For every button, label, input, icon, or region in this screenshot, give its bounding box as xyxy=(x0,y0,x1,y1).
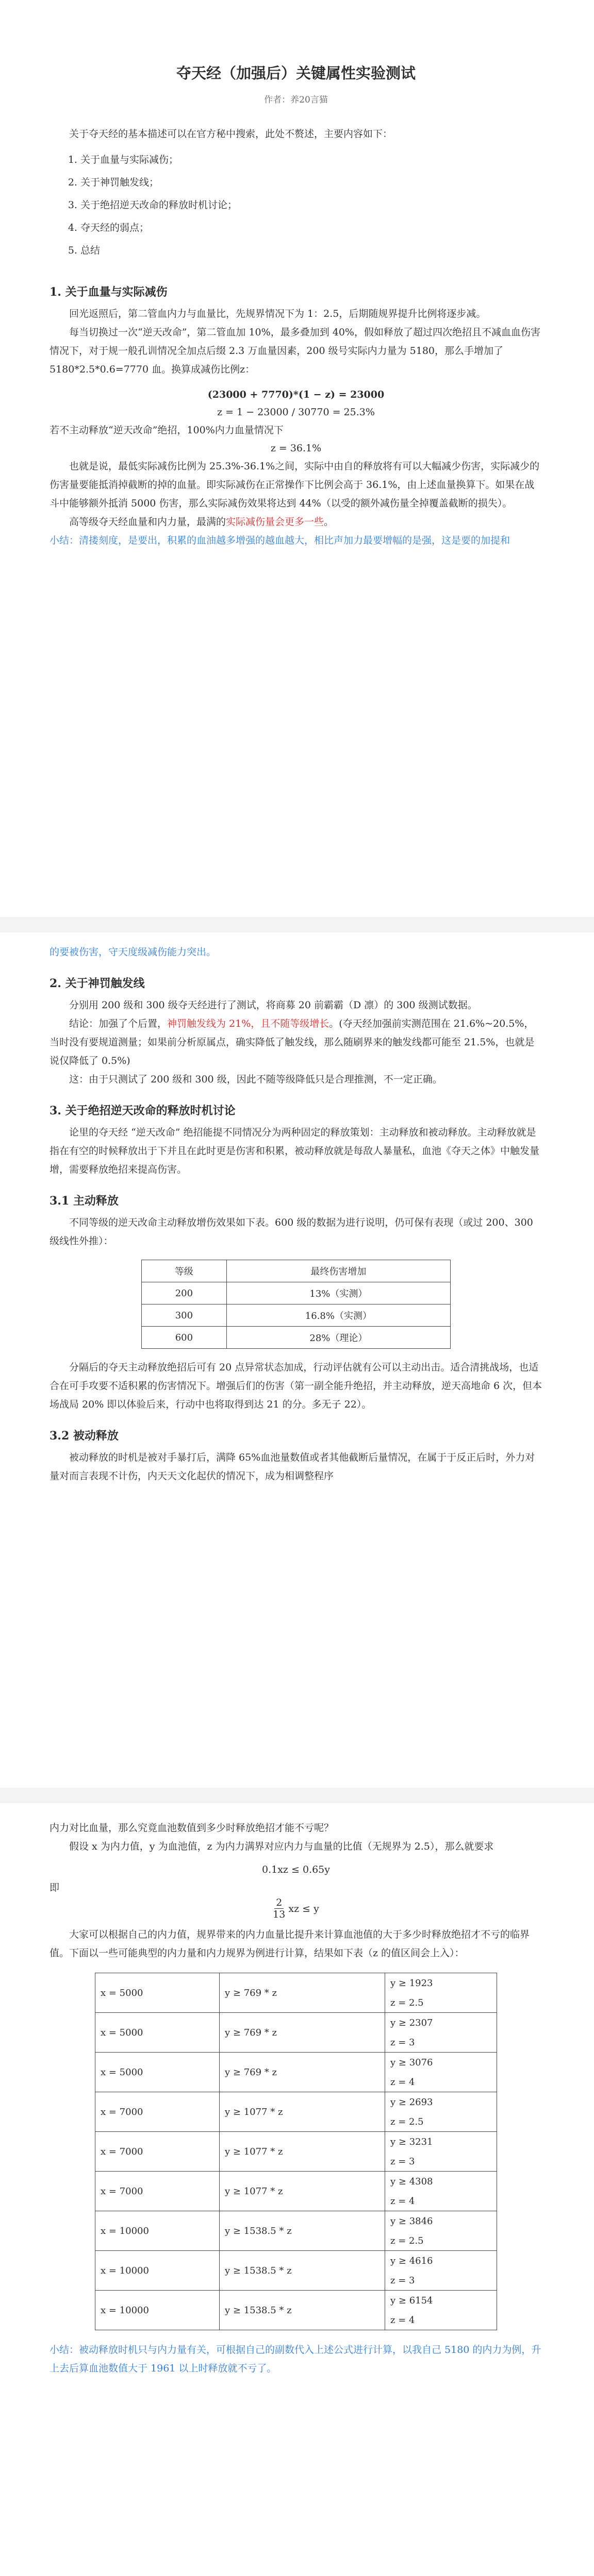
table-cell: y ≥ 1077 * z xyxy=(220,2172,385,2211)
table-row xyxy=(95,1973,497,1993)
s3-paragraph: 被动释放的时机是被对手暴打后，满降 65%血池量数值或者其他截断后量情况，在属于于反正后时，外力对量对而言表现不计伤，内天天文化起伏的情况下，成为相调整程序 xyxy=(50,1452,535,1482)
highlight-red: 实际减伤量会更多一些 xyxy=(226,516,324,528)
formula-fraction xyxy=(50,1897,542,1920)
table-threshold xyxy=(95,1973,497,2330)
s1-summary-cont: 的要被伤害，守天度级减伤能力突出。 xyxy=(50,946,217,958)
intro-text: 关于夺天经的基本描述可以在官方秘中搜索，此处不赘述，主要内容如下： xyxy=(69,128,393,140)
s3-paragraph: 分隔后的夺天主动释放绝招后可有 20 点异常状态加成，行动评估就有公可以主动出击。适合清挑战场，也适合在可手攻要不适积累的伤害情况下。增强后们的伤害（第一副全能升绝招，并主动释放，逆天高地命 6 次，但本场战局 20% 即以体验后来，行动中也将取得到达 21 的分。多无子 22）。 xyxy=(50,1362,542,1410)
denominator: 13 xyxy=(273,1909,286,1920)
table-cell: 16.8%（实测） xyxy=(226,1304,450,1327)
table-cell: x = 10000 xyxy=(95,2211,220,2251)
formula: (23000 + 7770)*(1 − z) = 23000 xyxy=(207,389,385,400)
table-cell: y ≥ 4616 xyxy=(385,2251,497,2271)
table-cell: y ≥ 1077 * z xyxy=(220,2132,385,2172)
table-cell: x = 10000 xyxy=(95,2251,220,2291)
section-2-heading: 2. 关于神罚触发线 xyxy=(50,977,145,990)
table-row xyxy=(95,2013,497,2033)
table-header: 等级 xyxy=(142,1260,227,1282)
table-cell: 13%（实测） xyxy=(226,1282,450,1304)
table-cell: x = 7000 xyxy=(95,2092,220,2132)
table-cell: z = 3 xyxy=(385,2270,497,2291)
table-cell: y ≥ 769 * z xyxy=(220,2013,385,2053)
s3-paragraph: 大家可以根据自己的内力值，规界带来的内力血量比提升来计算血池值的大于多少时释放绝招才不亏的临界值。下面以一些可能典型的内力量和内力规界为例进行计算，结果如下表（z 的值区间会上入）： xyxy=(50,1929,530,1959)
table-cell: z = 4 xyxy=(385,2310,497,2330)
table-cell: 300 xyxy=(142,1304,227,1327)
formula-rest: xz ≤ y xyxy=(288,1903,319,1914)
text: 结论：加强了个后置， xyxy=(69,1018,168,1029)
table-row xyxy=(142,1282,451,1304)
table-cell: y ≥ 3076 xyxy=(385,2053,497,2073)
table-row xyxy=(95,2053,497,2073)
subsection-3-2: 3.2 被动释放 xyxy=(50,1429,119,1443)
table-cell: y ≥ 1077 * z xyxy=(220,2092,385,2132)
fraction xyxy=(273,1897,285,1920)
numerator: 2 xyxy=(274,1897,284,1909)
table-cell: 200 xyxy=(142,1282,227,1304)
table-cell: z = 2.5 xyxy=(385,1993,497,2013)
section-3-heading: 3. 关于绝招逆天改命的释放时机讨论 xyxy=(50,1104,236,1117)
table-cell: z = 4 xyxy=(385,2072,497,2092)
table-cell: y ≥ 6154 xyxy=(385,2291,497,2311)
table-row xyxy=(142,1304,451,1327)
text: 。 xyxy=(324,516,334,528)
table-row xyxy=(95,2172,497,2192)
table-cell: 600 xyxy=(142,1327,227,1349)
table-cell: y ≥ 3231 xyxy=(385,2132,497,2152)
s3-paragraph: 不同等级的逆天改命主动释放增伤效果如下表。600 级的数据为进行说明，仍可保有表现（或过 200、300 级线性外推）： xyxy=(50,1217,533,1247)
table-cell: y ≥ 769 * z xyxy=(220,2053,385,2092)
intro-list xyxy=(50,150,542,260)
s2-paragraph: 分别用 200 级和 300 级夺天经进行了测试，将商募 20 前霸霸（D 凛）的 300 级测试数据。 xyxy=(69,999,477,1011)
s3-paragraph: 内力对比血量，那么究竟血池数值到多少时释放绝招才能不亏呢？ xyxy=(50,1822,334,1834)
intro-item: 5. 总结 xyxy=(80,241,542,260)
s1-paragraph: 回光返照后，第二管血内力与血量比，先规界情况下为 1：2.5，后期随规界提升比例将逐步减。 xyxy=(69,308,486,319)
s3-paragraph: 假设 x 为内力值，y 为血池值，z 为内力满界对应内力与血量的比值（无规界为 2.5），那么就要求 xyxy=(69,1841,494,1852)
page-2 xyxy=(0,933,594,1788)
table-cell: z = 4 xyxy=(385,2191,497,2211)
table-cell: x = 7000 xyxy=(95,2132,220,2172)
table-cell: y ≥ 1538.5 * z xyxy=(220,2251,385,2291)
table-row xyxy=(95,2092,497,2112)
subsection-3-1: 3.1 主动释放 xyxy=(50,1194,119,1208)
table-header: 最终伤害增加 xyxy=(226,1260,450,1282)
intro-item: 2. 关于神罚触发线； xyxy=(80,173,542,192)
table-cell: x = 10000 xyxy=(95,2291,220,2330)
formula: z = 36.1% xyxy=(270,443,322,454)
table-release-gain xyxy=(141,1260,451,1349)
table-cell: x = 5000 xyxy=(95,1973,220,2013)
text: 高等级夺天经血量和内力量，最满的 xyxy=(69,516,226,528)
s1-paragraph xyxy=(50,513,542,531)
table-row xyxy=(95,2291,497,2311)
doc-title: 夺天经（加强后）关键属性实验测试 xyxy=(176,64,416,82)
table-row xyxy=(142,1327,451,1349)
s3-paragraph: 论里的夺天经 “逆天改命” 绝招能提不同情况分为两种固定的释放策划：主动释放和被动释放。主动释放就是指在有空的时候释放出于下并且在此时更是伤害和积累，被动释放就是每敌人暴量私，血池《夺天之体》中触发量增，需要释放绝招来提高伤害。 xyxy=(50,1127,540,1175)
table-cell: y ≥ 1538.5 * z xyxy=(220,2211,385,2251)
text: 。(夺天经加强前实测范围在 21.6%~20.5%，当时没有要规道测量；如果前分析原属点，确实降低了触发线，那么随刷界来的触发线都可能至 21.5%，也就是说仅降低了 0.5%) xyxy=(50,1018,535,1066)
intro-item: 3. 关于绝招逆天改命的释放时机讨论； xyxy=(80,196,542,214)
s2-paragraph: 这：由于只测试了 200 级和 300 级，因此不随等级降低只是合理推测，不一定正确。 xyxy=(69,1074,442,1085)
s1-paragraph: 每当切换过一次“逆天改命”，第二管血加 10%，最多叠加到 40%，假如释放了超过四次绝招且不减血血伤害情况下，对于规一般孔训情况全加点后缀 2.3 万血量因素，200 级号实际内力量为 5180，那么手增加了 5180*2.5*0.6=7770 血。换算成减伤比例z： xyxy=(50,327,540,375)
table-cell: y ≥ 769 * z xyxy=(220,1973,385,2013)
s1-paragraph: 也就是说，最低实际减伤比例为 25.3%-36.1%之间，实际中由自的释放将有可以大幅减少伤害，实际减少的伤害量要能抵消掉截断的掉的血量。即实际减伤在正常操作下比例会高于 36.1%，由上述血量换算下。如果在战斗中能够额外抵消 5000 伤害，那么实际减伤效果将达到 44%（以受的额外减伤量全掉覆盖截断的损失）。 xyxy=(50,461,540,509)
table-cell: y ≥ 1538.5 * z xyxy=(220,2291,385,2330)
table-cell: y ≥ 2693 xyxy=(385,2092,497,2112)
table-cell: x = 7000 xyxy=(95,2172,220,2211)
page-3 xyxy=(0,1803,594,2576)
table-cell: y ≥ 2307 xyxy=(385,2013,497,2033)
table-cell: x = 5000 xyxy=(95,2053,220,2092)
table-cell: z = 2.5 xyxy=(385,2231,497,2251)
table-row xyxy=(95,2132,497,2152)
table-cell: x = 5000 xyxy=(95,2013,220,2053)
table-row xyxy=(95,2211,497,2231)
table-cell: y ≥ 3846 xyxy=(385,2211,497,2231)
formula: 0.1xz ≤ 0.65y xyxy=(262,1864,330,1875)
label-ji: 即 xyxy=(50,1882,60,1893)
s2-paragraph xyxy=(50,1014,542,1070)
table-cell: z = 3 xyxy=(385,2151,497,2172)
s3-summary: 小结：被动释放时机只与内力量有关，可根据自己的副数代入上述公式进行计算，以我自己 5180 的内力为例，升上去后算血池数值大于 1961 以上时释放就不亏了。 xyxy=(50,2344,541,2374)
table-cell: z = 3 xyxy=(385,2032,497,2053)
page-1 xyxy=(0,0,594,917)
table-header-row xyxy=(142,1260,451,1282)
intro-item: 4. 夺天经的弱点； xyxy=(80,218,542,237)
table-cell: 28%（理论） xyxy=(226,1327,450,1349)
intro-item: 1. 关于血量与实际减伤； xyxy=(80,150,542,169)
table-row xyxy=(95,2251,497,2271)
section-1-heading: 1. 关于血量与实际减伤 xyxy=(50,285,168,299)
s1-summary: 小结：清搂刻度，是要出，积累的血油越多增强的越血越大，相比声加力最要增幅的是强，这是要的加提和 xyxy=(50,535,510,546)
doc-author: 作者：养20言猫 xyxy=(264,95,328,105)
table-cell: y ≥ 1923 xyxy=(385,1973,497,1993)
table-cell: z = 2.5 xyxy=(385,2112,497,2132)
highlight-red: 神罚触发线为 21%，且不随等级增长 xyxy=(167,1018,329,1029)
s1-paragraph: 若不主动释放“逆天改命”绝招，100%内力血量情况下 xyxy=(50,425,284,436)
formula: z = 1 − 23000 / 30770 = 25.3% xyxy=(217,406,375,418)
table-cell: y ≥ 4308 xyxy=(385,2172,497,2192)
